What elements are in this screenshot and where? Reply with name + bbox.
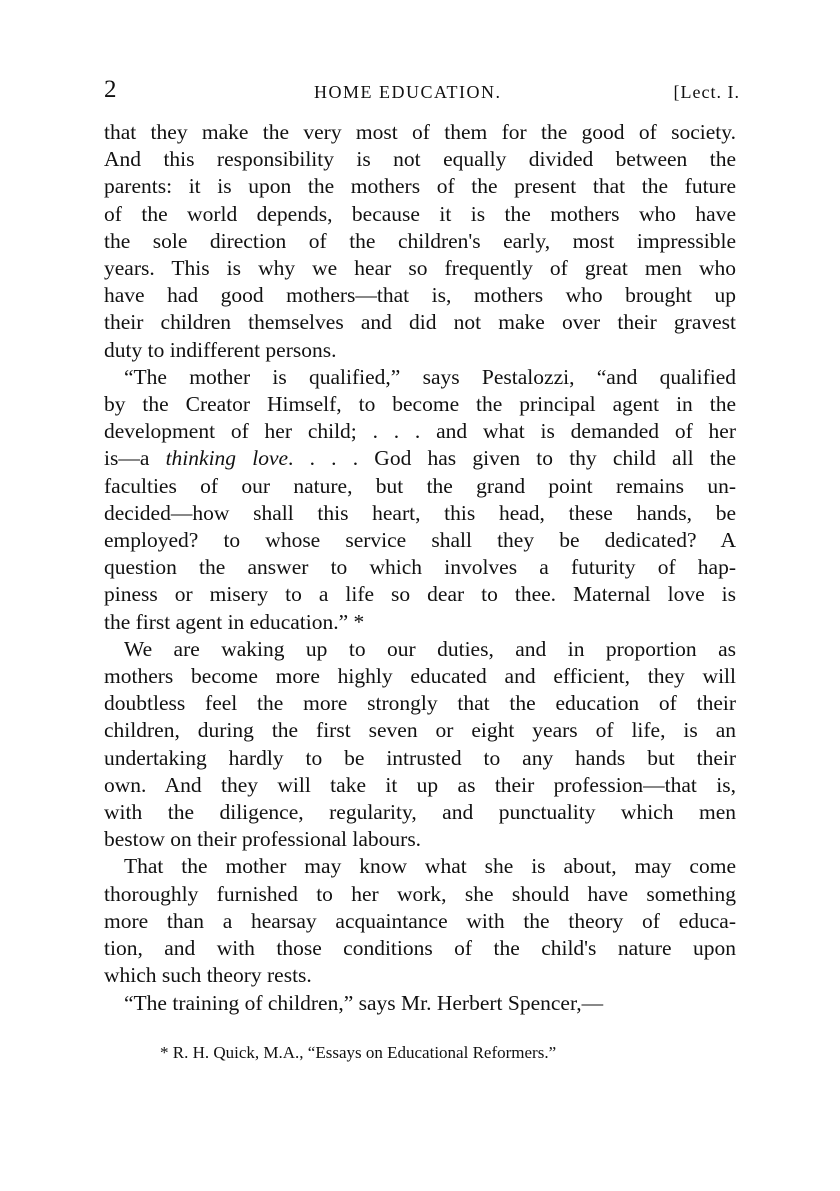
text-line: by the Creator Himself, to become the principal agent in the <box>104 392 736 417</box>
text-line: “The training of children,” says Mr. Herbert Spencer,— <box>124 990 604 1015</box>
text-line: own. And they will take it up as their profession—that is, <box>104 772 736 797</box>
page-number: 2 <box>104 76 117 103</box>
text-line: mothers become more highly educated and efficient, they will <box>104 664 736 689</box>
text-line: parents: it is upon the mothers of the present that the future <box>104 174 736 199</box>
text-line: question the answer to which involves a futurity of hap- <box>104 555 736 580</box>
body-text <box>104 119 736 1017</box>
text-line: tion, and with those conditions of the child's nature upon <box>104 936 736 961</box>
text-line: bestow on their professional labours. <box>104 827 422 852</box>
text-line: piness or misery to a life so dear to thee. Maternal love is <box>104 582 736 607</box>
text-line: of the world depends, because it is the mothers who have <box>104 201 736 226</box>
text-line: years. This is why we hear so frequently of great men who <box>104 256 736 281</box>
page-header <box>104 76 740 106</box>
text-line: with the diligence, regularity, and punctuality which men <box>104 800 736 825</box>
text-line: the sole direction of the children's early, most impressible <box>104 228 736 253</box>
text-line: development of her child; . . . and what is demanded of her <box>104 419 736 444</box>
text-line: have had good mothers—that is, mothers who brought up <box>104 283 736 308</box>
lecture-label: [Lect. I. <box>673 82 740 102</box>
text-fragment: is—a <box>104 446 166 471</box>
italic-phrase: thinking love <box>165 446 289 471</box>
text-line: And this responsibility is not equally divided between the <box>104 147 736 172</box>
footnote: * R. H. Quick, M.A., “Essays on Educational Reformers.” <box>160 1043 557 1062</box>
text-line: the first agent in education.” * <box>104 609 365 634</box>
text-line: thoroughly furnished to her work, she should have something <box>104 881 736 906</box>
text-line: that they make the very most of them for the good of society. <box>104 120 736 144</box>
text-line: faculties of our nature, but the grand point remains un- <box>104 473 736 498</box>
running-title: HOME EDUCATION. <box>314 82 502 102</box>
text-line: undertaking hardly to be intrusted to any hands but their <box>104 745 736 770</box>
text-fragment: . . . . God has given to thy child all the <box>288 446 736 471</box>
text-line: We are waking up to our duties, and in proportion as <box>124 636 736 661</box>
text-line: doubtless feel the more strongly that the education of their <box>104 691 736 716</box>
text-line: more than a hearsay acquaintance with the theory of educa- <box>104 908 736 933</box>
text-line: employed? to whose service shall they be dedicated? A <box>104 528 736 553</box>
text-line: their children themselves and did not make over their gravest <box>104 310 736 335</box>
text-line: children, during the first seven or eight years of life, is an <box>104 718 736 743</box>
text-line: duty to indifferent persons. <box>104 337 337 362</box>
text-line: which such theory rests. <box>104 963 312 988</box>
text-line: “The mother is qualified,” says Pestalozzi, “and qualified <box>124 364 736 389</box>
text-line: decided—how shall this heart, this head, these hands, be <box>104 500 736 525</box>
text-line: That the mother may know what she is about, may come <box>124 854 736 879</box>
text-line-mixed <box>104 445 736 472</box>
